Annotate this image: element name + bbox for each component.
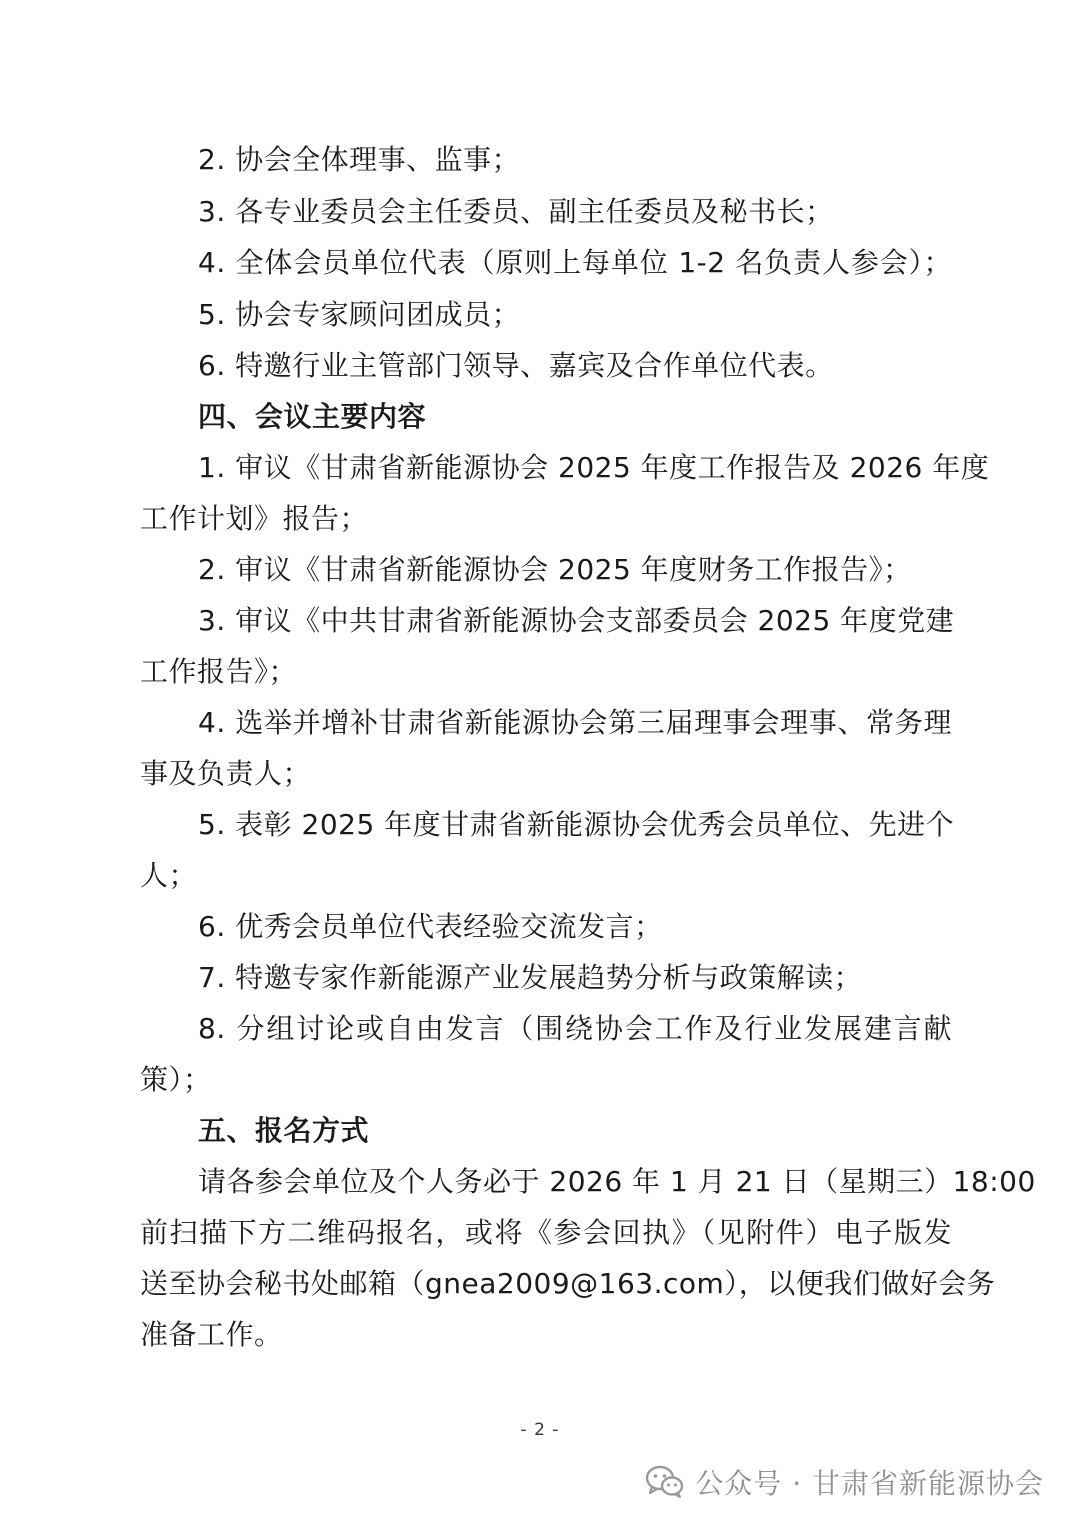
wechat-watermark [645, 1458, 1044, 1506]
attendee-item-4: 4. 全体会员单位代表（原则上每单位 1-2 名负责人参会）； [198, 246, 952, 279]
agenda-item-2: 2. 审议《甘肃省新能源协会 2025 年度财务工作报告》； [198, 553, 912, 586]
registration-paragraph-line-4: 准备工作。 [140, 1318, 283, 1351]
agenda-item-5-line-1: 5. 表彰 2025 年度甘肃省新能源协会优秀会员单位、先进个 [198, 808, 955, 841]
wechat-icon [645, 1465, 685, 1499]
agenda-item-4-line-1: 4. 选举并增补甘肃省新能源协会第三届理事会理事、常务理 [198, 706, 952, 739]
agenda-item-8-line-1: 8. 分组讨论或自由发言（围绕协会工作及行业发展建言献 [198, 1012, 952, 1045]
attendee-item-5: 5. 协会专家顾问团成员； [198, 298, 521, 331]
agenda-item-3-line-1: 3. 审议《中共甘肃省新能源协会支部委员会 2025 年度党建 [198, 604, 955, 637]
registration-paragraph-line-2: 前扫描下方二维码报名，或将《参会回执》（见附件）电子版发 [140, 1216, 952, 1249]
section-heading-main-content: 四、会议主要内容 [198, 400, 427, 433]
watermark-text: 公众号 · 甘肃省新能源协会 [695, 1467, 1044, 1500]
attendee-item-6: 6. 特邀行业主管部门领导、嘉宾及合作单位代表。 [198, 349, 834, 382]
agenda-item-1-line-2: 工作计划》报告； [140, 502, 369, 535]
agenda-item-4-line-2: 事及负责人； [140, 757, 312, 790]
attendee-item-2: 2. 协会全体理事、监事； [198, 143, 521, 176]
registration-paragraph-line-1: 请各参会单位及个人务必于 2026 年 1 月 21 日（星期三）18:00 [198, 1165, 1036, 1198]
agenda-item-8-line-2: 策）； [140, 1063, 212, 1096]
agenda-item-6: 6. 优秀会员单位代表经验交流发言； [198, 910, 663, 943]
section-heading-registration: 五、报名方式 [198, 1114, 370, 1147]
agenda-item-5-line-2: 人； [140, 859, 198, 892]
agenda-item-1-line-1: 1. 审议《甘肃省新能源协会 2025 年度工作报告及 2026 年度 [198, 451, 990, 484]
attendee-item-3: 3. 各专业委员会主任委员、副主任委员及秘书长； [198, 195, 834, 228]
registration-paragraph-line-3: 送至协会秘书处邮箱（gnea2009@163.com），以便我们做好会务 [140, 1267, 996, 1300]
agenda-item-3-line-2: 工作报告》； [140, 655, 298, 688]
page-number: - 2 - [520, 1420, 560, 1440]
agenda-item-7: 7. 特邀专家作新能源产业发展趋势分析与政策解读； [198, 961, 863, 994]
